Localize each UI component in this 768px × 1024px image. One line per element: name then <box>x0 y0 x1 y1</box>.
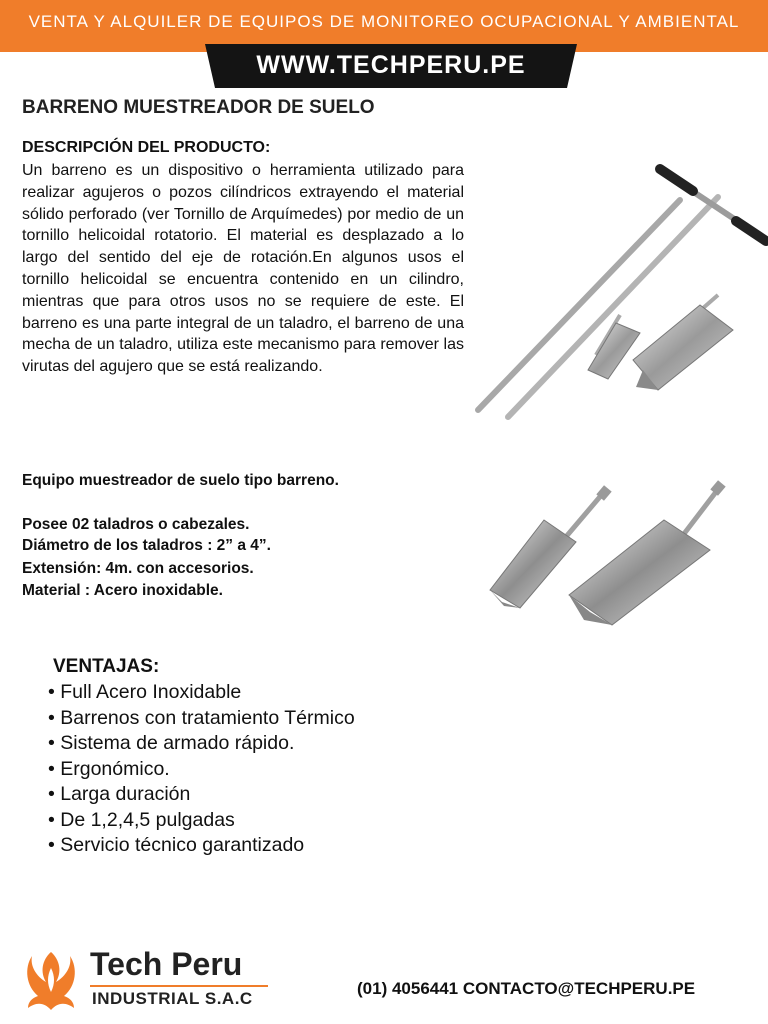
auger-set-image <box>468 155 768 425</box>
tagline: VENTA Y ALQUILER DE EQUIPOS DE MONITOREO OCUPACIONAL Y AMBIENTAL <box>28 12 740 31</box>
brand-name: Tech Peru <box>90 946 243 982</box>
brand-subtitle: INDUSTRIAL S.A.C <box>92 989 253 1008</box>
list-item: • Full Acero Inoxidable <box>48 681 242 703</box>
contact-info[interactable]: (01) 4056441 CONTACTO@TECHPERU.PE <box>357 979 696 998</box>
list-item: • Ergonómico. <box>48 757 170 780</box>
list-item: • Barrenos con tratamiento Térmico <box>48 706 355 729</box>
description-heading: DESCRIPCIÓN DEL PRODUCTO: <box>22 139 271 156</box>
website-banner <box>205 44 577 88</box>
list-item: • De 1,2,4,5 pulgadas <box>48 808 235 831</box>
brand-divider <box>90 985 268 987</box>
spec-line: Diámetro de los taladros : 2” a 4”. <box>22 537 271 554</box>
spec-line: Posee 02 taladros o cabezales. <box>22 516 250 533</box>
spec-line: Material : Acero inoxidable. <box>22 582 223 599</box>
phoenix-logo-icon <box>22 946 80 1016</box>
description-text: Un barreno es un dispositivo o herramienta utilizado para realizar agujeros o pozos cilíndricos extrayendo el material sólido perforado (ver Tornillo de Arquímedes) por medio de un tornillo helicoidal rotatorio. El material es desplazado a lo largo del sentido del eje de rotación.En algunos usos el tornillo helicoidal se encuentra contenido en un cilindro, mientras que para otros usos no se requiere de este. El barreno es una parte integral de un taladro, el barreno de una mecha de un taladro, utiliza este mecanismo para remover las virutas del agujero que se está realizando. <box>22 162 464 376</box>
list-item: • Servicio técnico garantizado <box>48 834 305 856</box>
advantages-list <box>48 680 355 859</box>
auger-heads-image <box>484 480 768 630</box>
spec-line: Extensión: 4m. con accesorios. <box>22 560 254 577</box>
advantages-heading: VENTAJAS: <box>53 656 160 677</box>
list-item: • Larga duración <box>48 783 191 805</box>
page-title: BARRENO MUESTREADOR DE SUELO <box>22 97 375 118</box>
equipment-line: Equipo muestreador de suelo tipo barreno. <box>22 472 339 489</box>
list-item: • Sistema de armado rápido. <box>48 732 295 754</box>
website-link[interactable]: WWW.TECHPERU.PE <box>256 51 526 79</box>
